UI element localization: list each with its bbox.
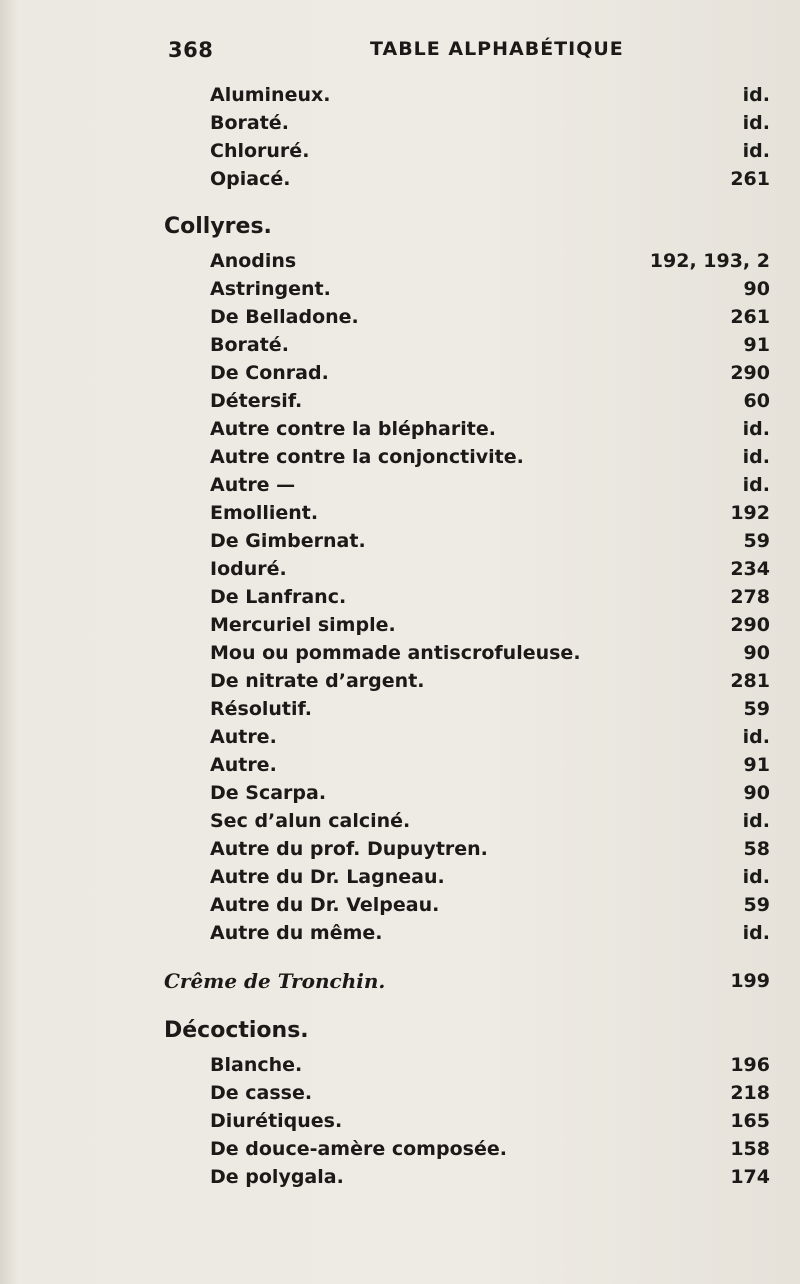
entry-label: Chloruré. [210, 140, 310, 162]
index-entry [0, 498, 800, 528]
entry-page-ref: 218 [730, 1082, 770, 1104]
running-header [168, 38, 628, 70]
entry-page-ref: 58 [743, 838, 770, 860]
entry-page-ref: 290 [730, 614, 770, 636]
entry-page-ref: 59 [743, 698, 770, 720]
page-number: 368 [168, 38, 214, 62]
entry-label: Autre du Dr. Lagneau. [210, 866, 445, 888]
entry-label: Blanche. [210, 1054, 303, 1076]
index-entry [0, 442, 800, 472]
entry-label: Collyres. [164, 214, 272, 239]
entry-page-ref: id. [742, 866, 770, 888]
index-entry [0, 470, 800, 500]
index-entry [0, 330, 800, 360]
entry-label: Anodins [210, 250, 297, 272]
entry-page-ref: 196 [730, 1054, 770, 1076]
entry-label: Ioduré. [210, 558, 287, 580]
index-section-heading [0, 212, 800, 242]
entry-label: Mou ou pommade antiscrofuleuse. [210, 642, 581, 664]
index-section-heading [0, 1016, 800, 1046]
entry-label: Boraté. [210, 334, 289, 356]
entry-page-ref: 90 [743, 278, 770, 300]
entry-page-ref: 199 [730, 970, 770, 992]
entry-page-ref: 158 [730, 1138, 770, 1160]
entry-label: De douce-amère composée. [210, 1138, 507, 1160]
entry-label: De Conrad. [210, 362, 329, 384]
entry-label: Emollient. [210, 502, 319, 524]
entry-label: Autre du Dr. Velpeau. [210, 894, 440, 916]
index-entry [0, 834, 800, 864]
entry-page-ref: 290 [730, 362, 770, 384]
index-entry [0, 638, 800, 668]
index-entry [0, 386, 800, 416]
entry-label: De Scarpa. [210, 782, 327, 804]
entry-label: Autre contre la blépharite. [210, 418, 496, 440]
index-entry [0, 80, 800, 110]
entry-page-ref: id. [742, 810, 770, 832]
entry-page-ref: 59 [743, 530, 770, 552]
entry-page-ref: 192 [730, 502, 770, 524]
index-entry [0, 862, 800, 892]
index-entry [0, 722, 800, 752]
index-entry [0, 274, 800, 304]
entry-label: Opiacé. [210, 168, 291, 190]
entry-page-ref: id. [742, 726, 770, 748]
index-entry [0, 806, 800, 836]
entry-label: De casse. [210, 1082, 313, 1104]
entry-label: Diurétiques. [210, 1110, 343, 1132]
index-entry [0, 1106, 800, 1136]
entry-page-ref: 192, 193, 2 [649, 250, 770, 272]
entry-page-ref: id. [742, 84, 770, 106]
entry-label: De Belladone. [210, 306, 359, 328]
index-entry [0, 666, 800, 696]
index-entry [0, 582, 800, 612]
entry-page-ref: 91 [743, 754, 770, 776]
index-entry [0, 966, 800, 996]
entry-page-ref: id. [742, 418, 770, 440]
index-entry [0, 108, 800, 138]
index-entry [0, 694, 800, 724]
page-title: TABLE ALPHABÉTIQUE [370, 38, 624, 60]
index-entry [0, 554, 800, 584]
entry-label: De Lanfranc. [210, 586, 347, 608]
entry-label: Décoctions. [164, 1018, 309, 1043]
entry-label: De polygala. [210, 1166, 344, 1188]
entry-page-ref: 234 [730, 558, 770, 580]
entry-page-ref: 165 [730, 1110, 770, 1132]
entry-label: Détersif. [210, 390, 303, 412]
entry-label: Résolutif. [210, 698, 312, 720]
entry-label: Mercuriel simple. [210, 614, 396, 636]
index-entry [0, 526, 800, 556]
entry-label: Autre. [210, 726, 277, 748]
entry-label: De Gimbernat. [210, 530, 366, 552]
entry-page-ref: 91 [743, 334, 770, 356]
index-entry [0, 1050, 800, 1080]
entry-page-ref: id. [742, 474, 770, 496]
entry-label: Boraté. [210, 112, 289, 134]
entry-page-ref: 174 [730, 1166, 770, 1188]
index-entry [0, 164, 800, 194]
entry-page-ref: 90 [743, 642, 770, 664]
entry-page-ref: 281 [730, 670, 770, 692]
index-entry [0, 414, 800, 444]
entry-page-ref: id. [742, 922, 770, 944]
entry-page-ref: 90 [743, 782, 770, 804]
entry-page-ref: 59 [743, 894, 770, 916]
entry-page-ref: id. [742, 140, 770, 162]
index-entry [0, 610, 800, 640]
entry-label: Astringent. [210, 278, 331, 300]
index-entry [0, 302, 800, 332]
index-entry [0, 890, 800, 920]
entry-label: Sec d’alun calciné. [210, 810, 411, 832]
index-entry [0, 1162, 800, 1192]
index-entry [0, 246, 800, 276]
index-entry [0, 778, 800, 808]
index-entry [0, 1078, 800, 1108]
index-entry [0, 750, 800, 780]
entry-label: Autre du même. [210, 922, 383, 944]
entry-page-ref: 60 [743, 390, 770, 412]
index-entry [0, 358, 800, 388]
entry-page-ref: 278 [730, 586, 770, 608]
entry-label: Alumineux. [210, 84, 331, 106]
index-entry [0, 918, 800, 948]
entry-label: Autre — [210, 474, 296, 496]
entry-page-ref: id. [742, 446, 770, 468]
index-entry [0, 1134, 800, 1164]
entry-label: Autre du prof. Dupuytren. [210, 838, 488, 860]
entry-page-ref: 261 [730, 306, 770, 328]
entry-label: Autre contre la conjonctivite. [210, 446, 524, 468]
entry-page-ref: 261 [730, 168, 770, 190]
entry-label: De nitrate d’argent. [210, 670, 425, 692]
entry-label: Crême de Tronchin. [164, 969, 386, 993]
index-entry [0, 136, 800, 166]
entry-label: Autre. [210, 754, 277, 776]
entry-page-ref: id. [742, 112, 770, 134]
